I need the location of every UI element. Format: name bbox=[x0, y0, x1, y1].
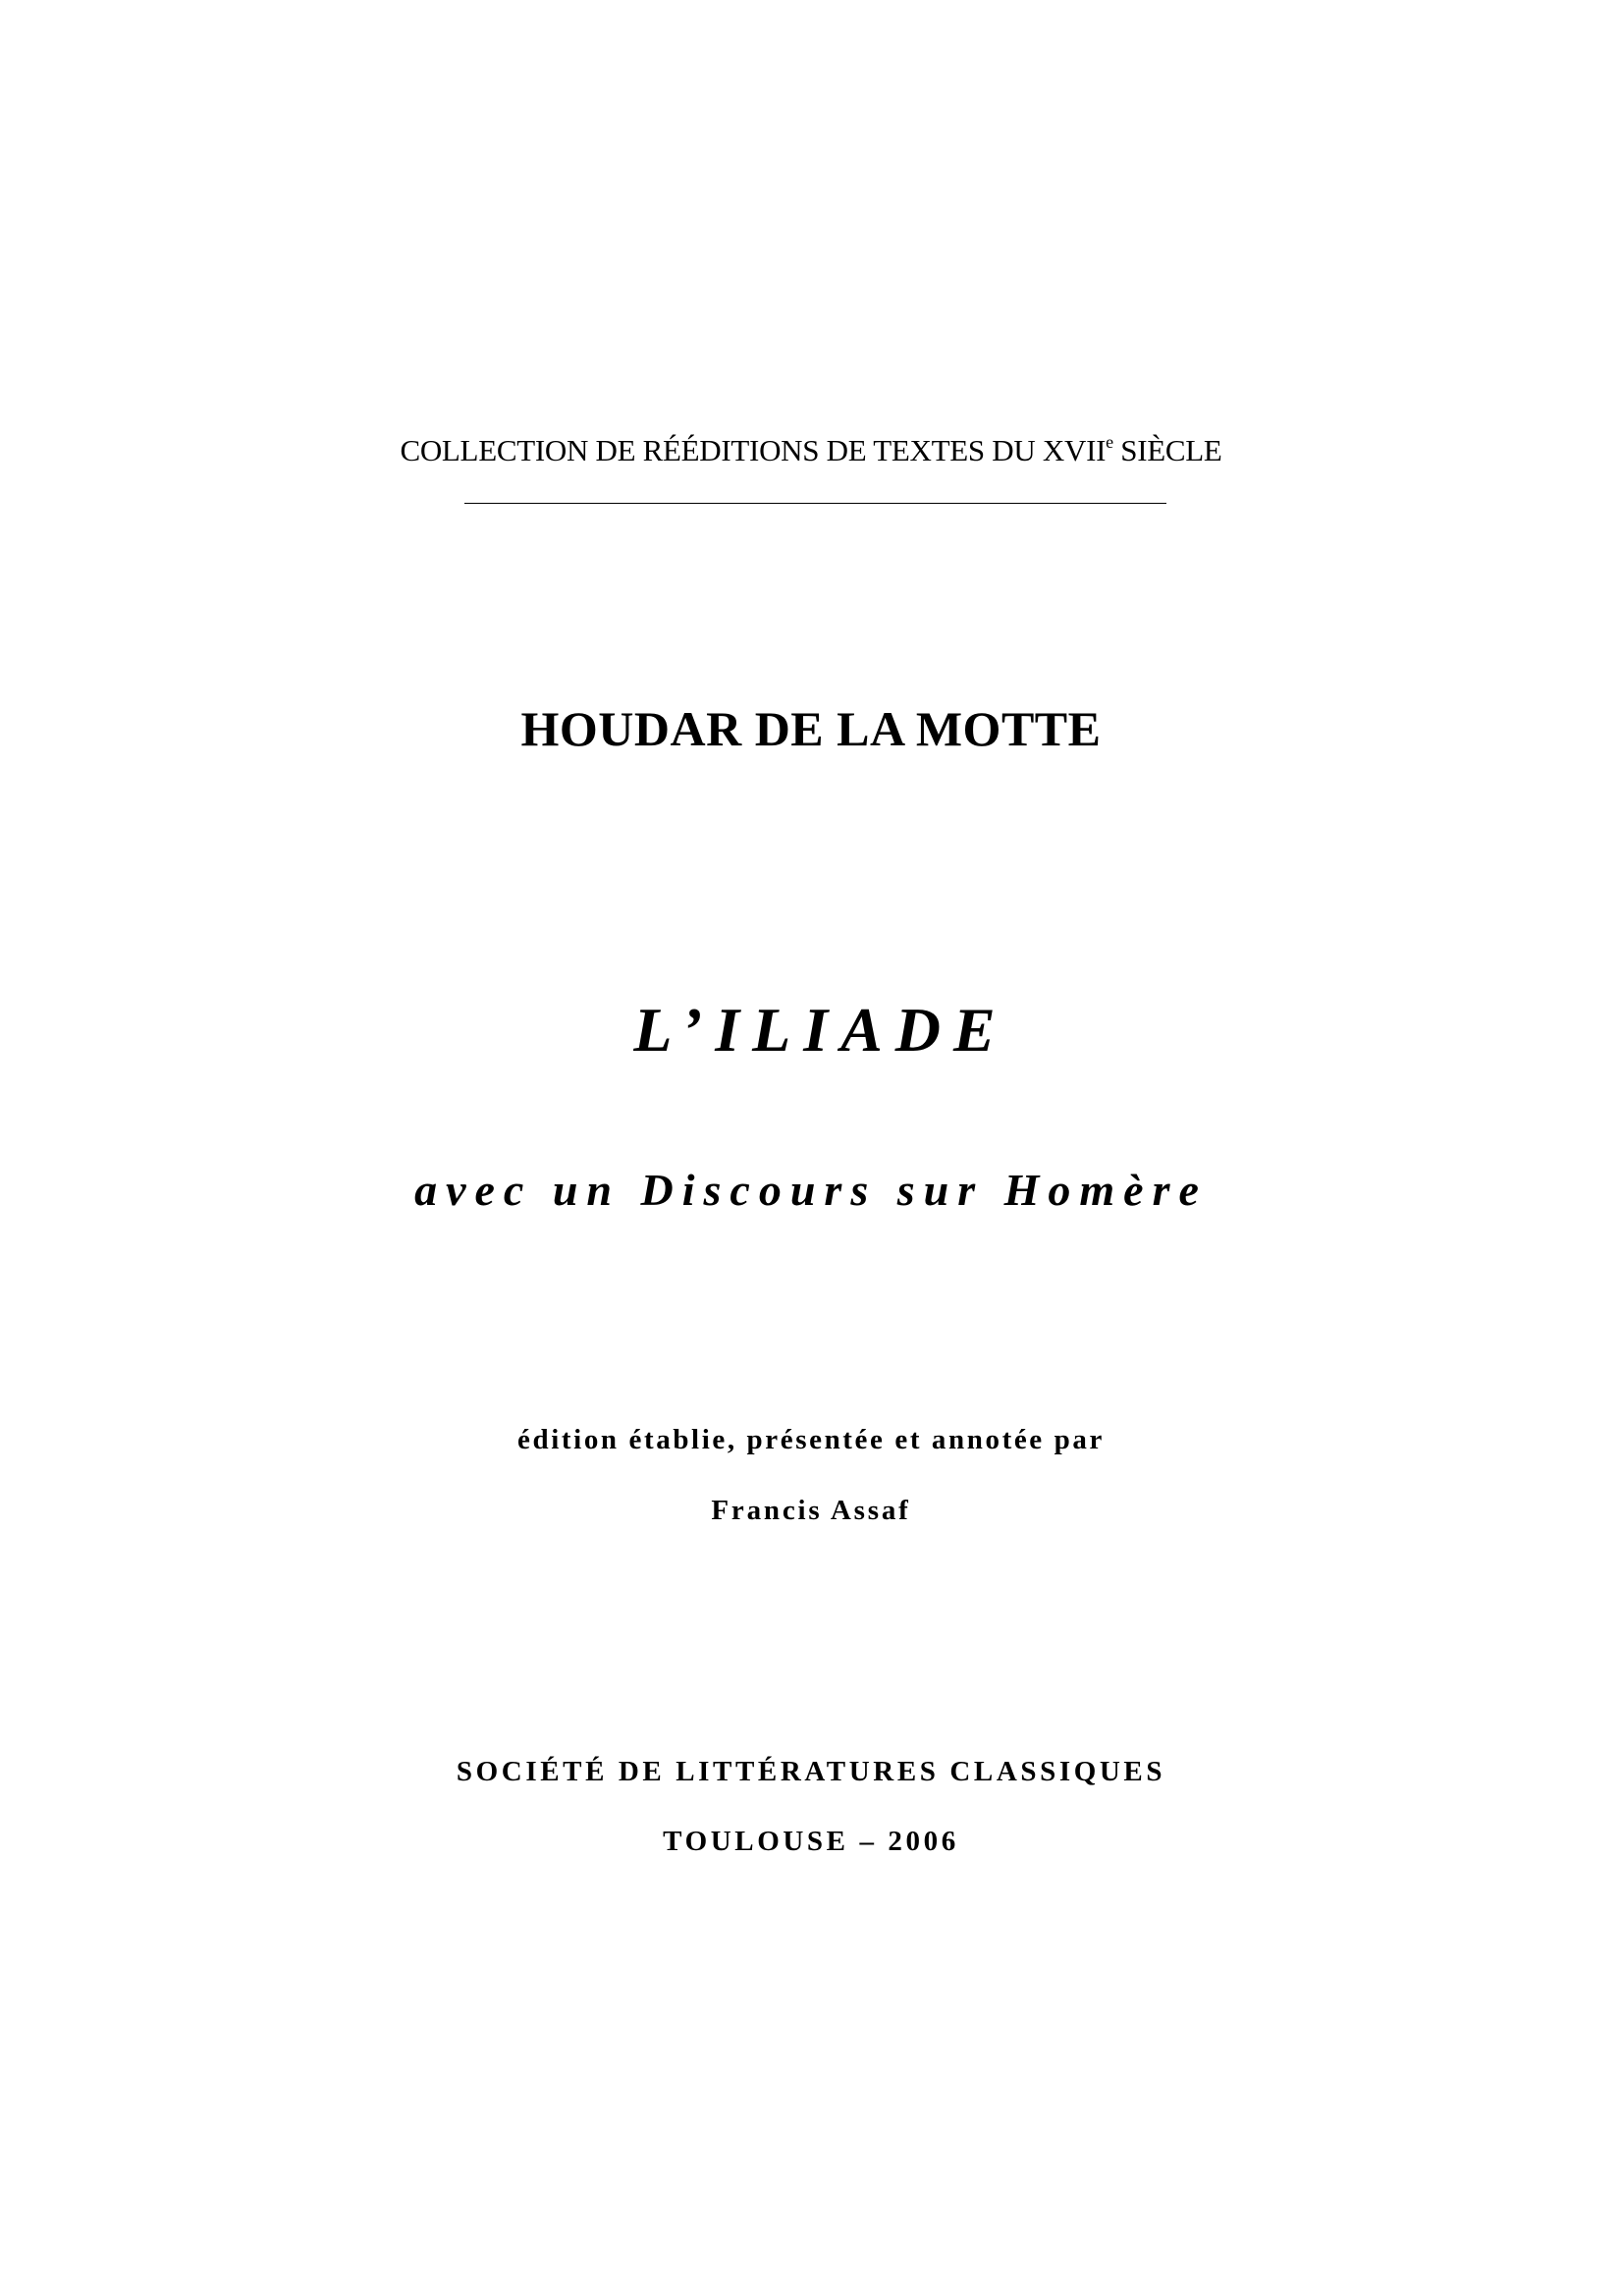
place-and-year: TOULOUSE – 2006 bbox=[663, 1826, 959, 1857]
century-superscript: e bbox=[1106, 432, 1113, 452]
collection-text-end: SIÈCLE bbox=[1112, 433, 1222, 467]
publisher-name: SOCIÉTÉ DE LITTÉRATURES CLASSIQUES bbox=[456, 1756, 1166, 1787]
book-subtitle: avec un Discours sur Homère bbox=[414, 1165, 1208, 1215]
collection-heading bbox=[0, 433, 1622, 468]
author-name: HOUDAR DE LA MOTTE bbox=[520, 701, 1102, 756]
editor-name: Francis Assaf bbox=[711, 1495, 911, 1526]
edition-note: édition établie, présentée et annotée par bbox=[517, 1424, 1105, 1455]
horizontal-rule bbox=[464, 503, 1166, 504]
book-title: L’ILIADE bbox=[633, 995, 1008, 1065]
collection-text: COLLECTION DE RÉÉDITIONS DE TEXTES DU XVII bbox=[400, 433, 1107, 467]
